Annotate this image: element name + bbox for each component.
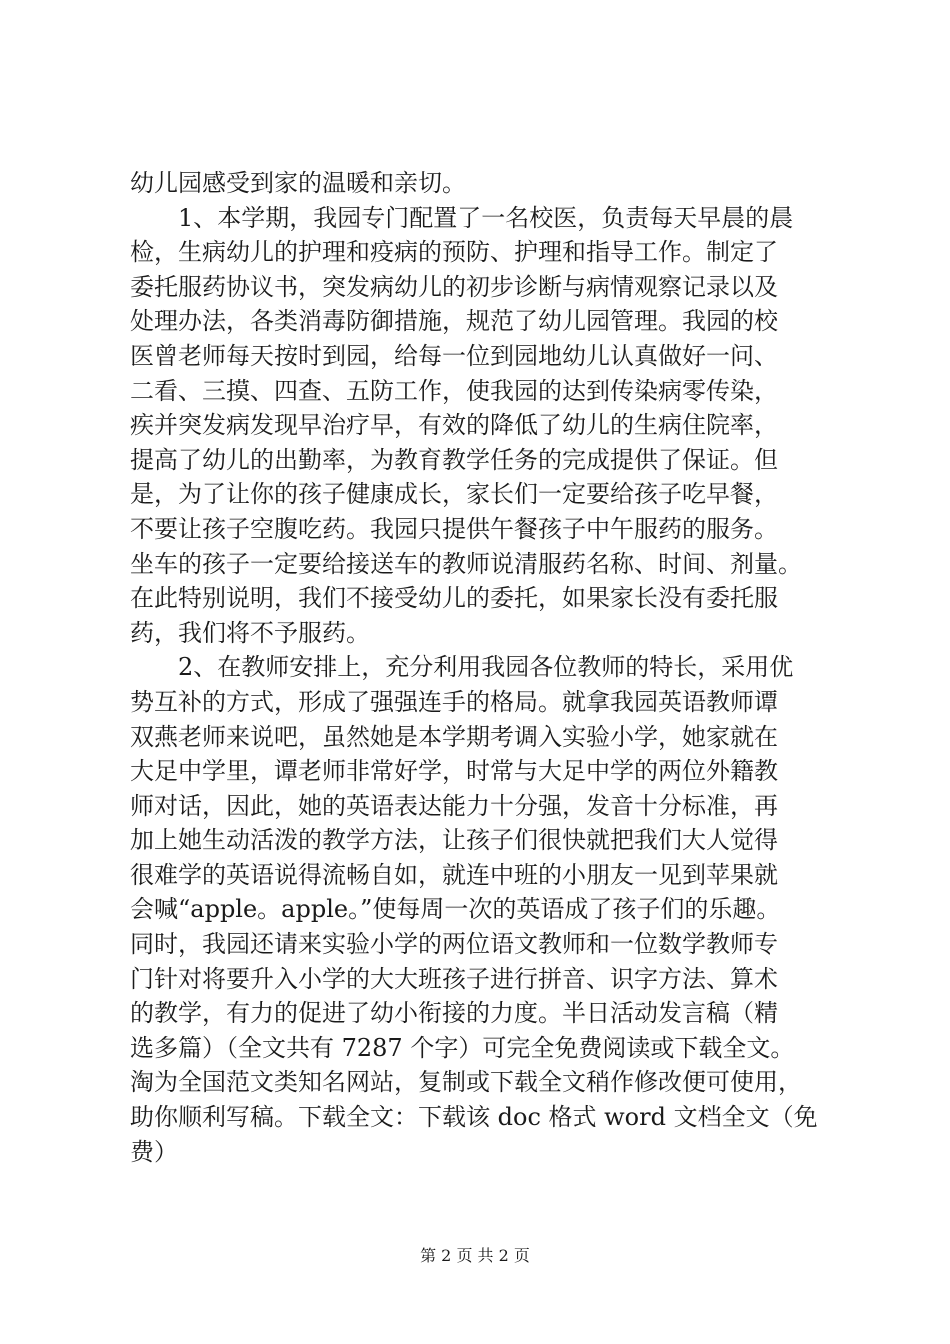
text-line: 的教学，有力的促进了幼小衔接的力度。半日活动发言稿（精: [130, 999, 778, 1028]
text-line: 处理办法，各类消毒防御措施，规范了幼儿园管理。我园的校: [130, 307, 778, 336]
text-line: 门针对将要升入小学的大大班孩子进行拼音、识字方法、算术: [130, 964, 778, 993]
text-line: 会喊“apple。apple。”使每周一次的英语成了孩子们的乐趣。: [130, 895, 781, 924]
paragraph-first-line: 2、在教师安排上，充分利用我园各位教师的特长，采用优: [178, 653, 794, 682]
text-line: 药，我们将不予服药。: [130, 618, 370, 647]
text-line: 淘为全国范文类知名网站，复制或下载全文稍作修改便可使用，: [130, 1068, 802, 1097]
text-line: 很难学的英语说得流畅自如，就连中班的小朋友一见到苹果就: [130, 860, 778, 889]
text-line: 提高了幼儿的出勤率，为教育教学任务的完成提供了保证。但: [130, 445, 778, 474]
text-line: 幼儿园感受到家的温暖和亲切。: [130, 169, 466, 197]
text-line: 二看、三摸、四查、五防工作，使我园的达到传染病零传染，: [130, 376, 778, 405]
text-line: 势互补的方式，形成了强强连手的格局。就拿我园英语教师谭: [130, 687, 778, 716]
text-line: 选多篇）（全文共有 7287 个字）可完全免费阅读或下载全文。: [130, 1033, 795, 1062]
document-body: [130, 166, 850, 1169]
text-line: 医曾老师每天按时到园，给每一位到园地幼儿认真做好一问、: [130, 341, 778, 370]
text-line: 大足中学里，谭老师非常好学，时常与大足中学的两位外籍教: [130, 757, 778, 786]
text-line: 在此特别说明，我们不接受幼儿的委托，如果家长没有委托服: [130, 584, 778, 613]
text-line: 费）: [130, 1137, 178, 1166]
text-line: 检，生病幼儿的护理和疫病的预防、护理和指导工作。制定了: [130, 238, 778, 267]
text-line: 是，为了让你的孩子健康成长，家长们一定要给孩子吃早餐，: [130, 480, 778, 509]
paragraph-first-line: 1、本学期，我园专门配置了一名校医，负责每天早晨的晨: [178, 203, 794, 232]
text-line: 同时，我园还请来实验小学的两位语文教师和一位数学教师专: [130, 930, 778, 959]
text-line: 坐车的孩子一定要给接送车的教师说清服药名称、时间、剂量。: [130, 549, 802, 578]
text-line: 双燕老师来说吧，虽然她是本学期考调入实验小学，她家就在: [130, 722, 778, 751]
page-footer: 第 2 页 共 2 页: [420, 1246, 530, 1265]
text-line: 不要让孩子空腹吃药。我园只提供午餐孩子中午服药的服务。: [130, 514, 778, 543]
text-line: 师对话，因此，她的英语表达能力十分强，发音十分标准，再: [130, 791, 778, 820]
text-line: 疾并突发病发现早治疗早，有效的降低了幼儿的生病住院率，: [130, 411, 778, 440]
text-line: 助你顺利写稿。下载全文：下载该 doc 格式 word 文档全文（免: [130, 1103, 818, 1132]
text-line: 加上她生动活泼的教学方法，让孩子们很快就把我们大人觉得: [130, 826, 778, 855]
text-line: 委托服药协议书，突发病幼儿的初步诊断与病情观察记录以及: [130, 272, 778, 301]
